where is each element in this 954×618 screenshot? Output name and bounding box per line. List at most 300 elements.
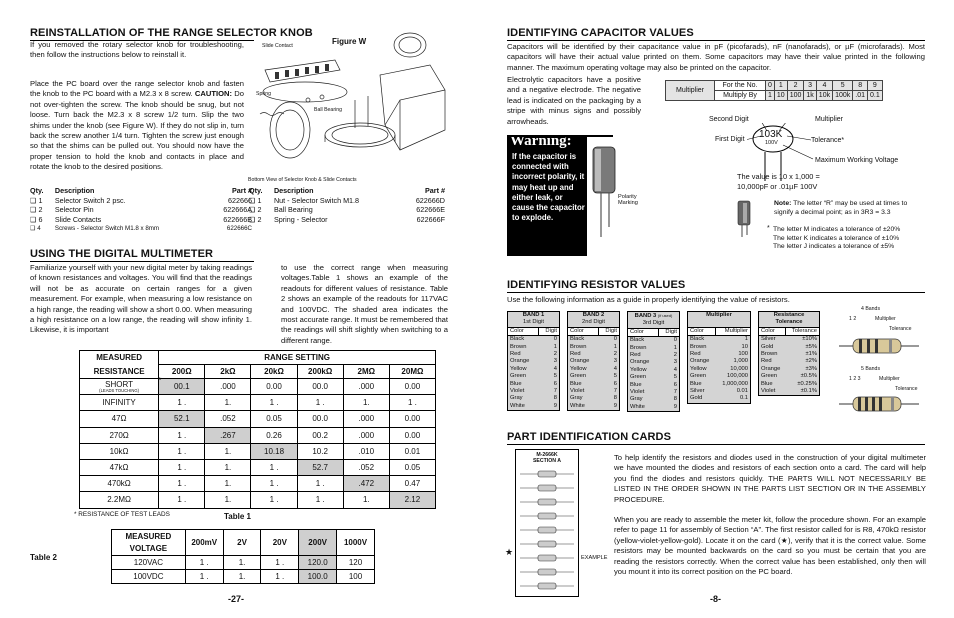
cell-value: 1 . (159, 476, 205, 492)
capacitor-voltage: 100V (765, 140, 778, 146)
cell-value: 0.05 (389, 459, 435, 475)
cell-value: 0.00 (389, 411, 435, 427)
capacitor-multiplier-table (665, 80, 883, 101)
color-name: Orange (628, 359, 659, 366)
color-value: 8 (538, 395, 559, 402)
band2-color-table (567, 311, 620, 411)
range-header: 200Ω (159, 365, 205, 379)
table-row (80, 411, 436, 427)
cell-value: 0.26 (251, 427, 297, 443)
color-row (688, 358, 751, 365)
cell-value: 1. (205, 443, 251, 459)
cell-value: .267 (205, 427, 251, 443)
color-name: Brown (688, 344, 716, 351)
range-header: 20V (261, 530, 299, 556)
color-name: Black (568, 336, 599, 344)
color-name: Orange (688, 358, 716, 365)
mult-no: 5 (833, 81, 853, 91)
color-value: 0.1 (715, 395, 750, 403)
color-row (508, 358, 560, 365)
row-label: 100VDC (112, 570, 186, 584)
cell-value: 1 . (251, 459, 297, 475)
fig-label-slide-contact: Slide Contact (262, 43, 293, 49)
color-name: Green (508, 373, 539, 380)
color-value: 2 (598, 351, 619, 358)
mult-no: 8 (853, 81, 868, 91)
color-value: ±5% (785, 344, 819, 351)
range-header: 200V (299, 530, 337, 556)
table-row (80, 459, 436, 475)
color-value: 1,000 (715, 358, 750, 365)
four-bands-label: 4 Bands (861, 306, 881, 312)
cell-value: .000 (205, 379, 251, 395)
mult-no: 1 (774, 81, 787, 91)
card-resistors-drawing (516, 466, 578, 594)
color-name: Orange (508, 358, 539, 365)
color-row (688, 366, 751, 373)
color-name: Violet (759, 388, 786, 396)
tolerance-star: * (767, 225, 770, 232)
tolerance-pointer-label: Tolerance (895, 386, 918, 392)
capacitor-note: Note: The letter “R” may be used at times to signify a decimal point; as in 3R3 = 3.3 (774, 200, 908, 216)
header-resistance: RESISTANCE (80, 365, 159, 379)
color-row (568, 403, 620, 411)
color-row (508, 351, 560, 358)
color-row (759, 351, 820, 358)
mult-no: 3 (804, 81, 816, 91)
mult-val: 100 (787, 91, 804, 101)
color-row (508, 366, 560, 373)
mult-val: 1 (766, 91, 775, 101)
color-row (568, 366, 620, 373)
cell-value: 0.05 (251, 411, 297, 427)
cell-value: .000 (343, 411, 389, 427)
color-name: Yellow (508, 366, 539, 373)
cell-value: .010 (343, 443, 389, 459)
color-value: ±0.1% (785, 388, 819, 396)
cell-value: 1 . (251, 492, 297, 508)
color-name: Violet (508, 388, 539, 395)
color-name: Brown (759, 351, 786, 358)
cell-value: 1. (205, 476, 251, 492)
second-digit-label: Second Digit (709, 116, 749, 123)
cell-value: 0.01 (389, 443, 435, 459)
color-name: Black (628, 337, 659, 345)
row-label: 10kΩ (80, 443, 159, 459)
color-row (688, 344, 751, 351)
warning-title: Warning: (510, 133, 572, 149)
color-row (759, 381, 820, 388)
color-value: 6 (598, 381, 619, 388)
color-name: Gray (568, 395, 599, 402)
header-voltage: VOLTAGE (112, 543, 186, 556)
color-value: 9 (598, 403, 619, 411)
range-header: 2V (223, 530, 261, 556)
cell-value: 1. (223, 570, 261, 584)
color-row (568, 351, 620, 358)
multiplier-label-2: Multiplier (815, 116, 844, 123)
header-color: Color (759, 327, 786, 335)
mult-val: 1k (804, 91, 816, 101)
color-row (508, 403, 560, 411)
color-row (628, 352, 680, 359)
color-name: Violet (628, 389, 659, 396)
table-row (80, 492, 436, 508)
color-name: Blue (688, 381, 716, 388)
parts-row: ❑ 4 Screws - Selector Switch M1.8 x 8mm 622666C (30, 225, 252, 232)
table-row (80, 443, 436, 459)
header-color: Color (688, 327, 716, 335)
color-row (628, 382, 680, 389)
cell-value: 1. (223, 556, 261, 570)
color-value: 8 (658, 396, 679, 403)
color-name: Gold (688, 395, 716, 403)
header-color: Color (628, 328, 659, 336)
color-name: Silver (759, 336, 786, 344)
mult-no: 0 (766, 81, 775, 91)
cell-value: 1 . (159, 395, 205, 411)
band-title: Resistance (759, 312, 820, 320)
for-the-no-label: For the No. (715, 81, 766, 91)
cell-value: 1. (205, 492, 251, 508)
warning-box (507, 135, 587, 256)
color-row (568, 388, 620, 395)
cell-value: 100 (337, 570, 375, 584)
band-subtitle: 3rd Digit (628, 320, 680, 328)
color-name: Blue (759, 381, 786, 388)
color-name: Brown (568, 344, 599, 351)
header-qty: Qty. (249, 186, 263, 195)
color-value: 2 (538, 351, 559, 358)
color-value: ±2% (785, 358, 819, 365)
color-value: 1,000,000 (715, 381, 750, 388)
table-row (80, 427, 436, 443)
color-name: White (568, 403, 599, 411)
header-measured: MEASURED (112, 530, 186, 543)
color-value: 4 (658, 367, 679, 374)
cell-value: * 00.1 (159, 379, 205, 395)
capacitor-value-text: The value is 10 x 1,000 = 10,000pF or .01µF 100V (737, 172, 820, 192)
cell-value: 1 . (297, 492, 343, 508)
band-subtitle: 2nd Digit (568, 319, 620, 327)
five-band-resistor-icon (839, 392, 919, 416)
tolerance-notes (773, 226, 928, 252)
multiplier-label: Multiplier (666, 81, 715, 101)
cell-value: 1 . (297, 395, 343, 411)
color-name: White (628, 404, 659, 412)
table-1-footnote: * RESISTANCE OF TEST LEADS (74, 511, 170, 518)
figure-title: Figure W (332, 37, 367, 46)
band-subtitle: Tolerance (759, 319, 820, 327)
band-numbers-12: 1 2 (849, 316, 857, 322)
color-value: 6 (658, 382, 679, 389)
color-row (759, 336, 820, 344)
cell-value: 00.0 (297, 411, 343, 427)
color-name: Blue (628, 382, 659, 389)
mult-val: 10k (816, 91, 832, 101)
cell-value: .000 (343, 427, 389, 443)
band-title: Multiplier (688, 312, 751, 320)
divider (507, 40, 925, 41)
range-header: 2kΩ (205, 365, 251, 379)
color-value: 10 (715, 344, 750, 351)
cell-value: 1 . (251, 395, 297, 411)
tol-color-table (758, 311, 820, 396)
cell-value: 1 . (159, 427, 205, 443)
color-row (508, 388, 560, 395)
mult-no: 9 (868, 81, 883, 91)
footnote-star: * (158, 376, 162, 385)
card-section: SECTION A (532, 458, 562, 464)
parts-row: ❑ 1 Selector Switch 2 psc. 622666 (30, 195, 252, 205)
color-name: Red (568, 351, 599, 358)
color-name: Blue (508, 381, 539, 388)
right-page (477, 0, 954, 618)
fig-caption: Bottom View of Selector Knob & Slide Contacts (248, 177, 357, 183)
first-digit-label: First Digit (715, 136, 745, 143)
tolerance-line-j: The letter J indicates a tolerance of ±5% (773, 243, 895, 251)
cell-value: 0.00 (251, 379, 297, 395)
tolerance-label: Tolerance* (811, 137, 845, 144)
color-name: Silver (688, 388, 716, 395)
band3-color-table (627, 311, 680, 412)
color-value: 100,000 (715, 373, 750, 380)
color-name: Yellow (688, 366, 716, 373)
range-header: 200mV (185, 530, 223, 556)
resistor-intro: Use the following information as a guide in properly identifying the value of resistors. (507, 295, 790, 304)
color-name: Brown (628, 345, 659, 352)
multimeter-col2: to use the correct range when measuring voltages.Table 1 shows an example of the readouts for different values of resistance. Table 2 shows an example of the readouts for 117VAC and 100VDC. The shaded area indicates the most accurate range. It must be remembered that the readings will shift slightly when switching to a different range. (281, 263, 448, 345)
color-name: Gray (508, 395, 539, 402)
mult-val: .01 (853, 91, 868, 101)
header-qty: Qty. (30, 186, 44, 195)
star-icon: ★ (505, 547, 514, 557)
page-number: -27- (228, 594, 245, 604)
color-name: Orange (568, 358, 599, 365)
max-voltage-label: Maximum Working Voltage (815, 157, 899, 164)
header-value: Digit (538, 327, 559, 335)
color-value: 3 (538, 358, 559, 365)
mult-val: 100k (833, 91, 853, 101)
row-label: 270Ω (80, 427, 159, 443)
color-row (688, 336, 751, 344)
table-row (80, 476, 436, 492)
fig-label-ball-bearing: Ball Bearing (314, 107, 342, 113)
color-name: Green (759, 373, 786, 380)
color-value: 5 (658, 374, 679, 381)
cell-value: 00.2 (297, 427, 343, 443)
polarity-marking-label: Polarity Marking (618, 194, 638, 207)
table-2-voltage (111, 529, 375, 584)
header-measured: MEASURED (80, 351, 159, 365)
color-name: Green (568, 373, 599, 380)
cell-value: 2.12 (389, 492, 435, 508)
four-band-resistor-icon (839, 334, 919, 358)
range-header: 20MΩ (389, 365, 435, 379)
table-1-caption: Table 1 (224, 512, 251, 521)
color-name: Green (628, 374, 659, 381)
color-name: Green (688, 373, 716, 380)
color-value: ±1% (785, 351, 819, 358)
mult-no: 4 (816, 81, 832, 91)
cell-value: 10.2 (297, 443, 343, 459)
cell-value: 1 . (251, 476, 297, 492)
cell-value: 1 . (261, 556, 299, 570)
band-numbers-123: 1 2 3 (849, 376, 861, 382)
color-value: 5 (538, 373, 559, 380)
cell-value: 1 . (185, 570, 223, 584)
figure-w (250, 30, 450, 185)
color-name: Red (759, 358, 786, 365)
color-value: ±3% (785, 366, 819, 373)
color-name: Yellow (628, 367, 659, 374)
part-card-image (515, 449, 579, 597)
row-label: 120VAC (112, 556, 186, 570)
color-value: 7 (538, 388, 559, 395)
cell-value: 1 . (159, 443, 205, 459)
color-value: 1 (715, 336, 750, 344)
color-row (568, 336, 620, 344)
example-label: EXAMPLE (581, 555, 608, 561)
cell-value: 10.18 (251, 443, 297, 459)
color-name: Black (688, 336, 716, 344)
fig-label-spring: Spring (256, 91, 271, 97)
table-row (112, 556, 375, 570)
cell-value: 1. (205, 395, 251, 411)
parts-list-right (247, 186, 447, 224)
table-row (80, 395, 436, 411)
band-title: BAND 1 (508, 312, 560, 320)
table-2-caption: Table 2 (30, 553, 57, 562)
table-row (112, 570, 375, 584)
color-value: 0.01 (715, 388, 750, 395)
color-value: 4 (538, 366, 559, 373)
color-value: ±10% (785, 336, 819, 344)
divider (507, 444, 925, 445)
color-row (688, 388, 751, 395)
capacitor-intro: Capacitors will be identified by their capacitance value in pF (picofarads), nF (nanofarads), or µF (microfarads). Most capacitors will have their actual value printed on them. Some capacitors may have their value printed in the following manner. The maximum operating voltage may also be printed on the capacitor. (507, 42, 925, 72)
color-value: 7 (598, 388, 619, 395)
color-value: 4 (598, 366, 619, 373)
parts-row: ❑ 2 Spring - Selector 622666F (249, 214, 445, 224)
color-row (628, 374, 680, 381)
cell-value: 1 . (185, 556, 223, 570)
warning-rule (507, 135, 613, 137)
cards-title: PART IDENTIFICATION CARDS (507, 431, 672, 443)
range-header: 20kΩ (251, 365, 297, 379)
color-name: Gold (759, 344, 786, 351)
cell-value: 1. (205, 459, 251, 475)
color-value: 8 (598, 395, 619, 402)
color-row (688, 381, 751, 388)
five-bands-label: 5 Bands (861, 366, 881, 372)
cell-value: 1 . (261, 570, 299, 584)
color-value: 10,000 (715, 366, 750, 373)
color-value: 0 (658, 337, 679, 345)
color-value: 9 (658, 404, 679, 412)
color-row (628, 359, 680, 366)
header-description: Description (273, 186, 314, 195)
tolerance-line-k: The letter K indicates a tolerance of ±10% (773, 234, 900, 242)
color-value: 6 (538, 381, 559, 388)
tolerance-pointer-label: Tolerance (889, 326, 912, 332)
color-row (759, 373, 820, 380)
row-label: 47Ω (80, 411, 159, 427)
cell-value: 120.0 (299, 556, 337, 570)
parts-list-left (28, 186, 254, 234)
cell-value: 52.1 (159, 411, 205, 427)
page-number: -8- (710, 594, 721, 604)
header-part: Part # (232, 186, 252, 195)
mult-val: 0.1 (868, 91, 883, 101)
header-value: Digit (598, 327, 619, 335)
band-subtitle (688, 319, 751, 327)
mult-no: 2 (787, 81, 804, 91)
cell-value: .052 (343, 459, 389, 475)
color-row (508, 395, 560, 402)
color-name: White (508, 403, 539, 411)
header-value: Tolerance (785, 327, 819, 335)
cell-value: 0.00 (389, 427, 435, 443)
color-row (759, 366, 820, 373)
header-value: Digit (658, 328, 679, 336)
cell-value: 52.7 (297, 459, 343, 475)
capacitor-title: IDENTIFYING CAPACITOR VALUES (507, 27, 694, 39)
color-value: 2 (658, 352, 679, 359)
header-range-setting: RANGE SETTING (159, 351, 436, 365)
color-name: Red (508, 351, 539, 358)
table-1-resistance (79, 350, 436, 509)
color-value: 5 (598, 373, 619, 380)
color-row (568, 344, 620, 351)
cell-value: 100.0 (299, 570, 337, 584)
color-value: 0 (538, 336, 559, 344)
row-label: 47kΩ (80, 459, 159, 475)
cell-value: 1. (343, 492, 389, 508)
color-value: ±0.5% (785, 373, 819, 380)
color-name: Red (688, 351, 716, 358)
color-row (508, 381, 560, 388)
header-description: Description (54, 186, 95, 195)
color-row (568, 395, 620, 402)
multiply-by-label: Multiply By (715, 91, 766, 101)
mult-val: 10 (774, 91, 787, 101)
parts-row: ❑ 2 Ball Bearing 622666E (249, 205, 445, 214)
reinstall-steps: Place the PC board over the range selector knob and fasten the knob to the PC board with a M2.3 x 8 screw. CAUTION: Do not over-tighten the screw. The knob should be snug, but not loose. Turn back the M2.3 x 8 screw 1/2 turn. Slip the two shims under the knob (see Figure W). If they do not slip in, turn back the screw another 1/4 turn. Tighten the screw just enough so that the shims can be pulled out. You should now have the proper tension to hold the knob and contacts in place and rotate the knob to the desired positions. (30, 79, 244, 172)
header-value: Multiplier (715, 327, 750, 335)
small-capacitor-icon (737, 200, 753, 238)
color-name: Brown (508, 344, 539, 351)
range-header: 2MΩ (343, 365, 389, 379)
warning-text: If the capacitor is connected with incorrect polarity, it may heat up and either leak, or cause the capacitor to explode. (512, 152, 585, 223)
cell-value: 120 (337, 556, 375, 570)
color-row (568, 358, 620, 365)
reinstall-intro: If you removed the rotary selector knob for troubleshooting, then follow the instructions below to reinstall it. (30, 40, 244, 60)
multiplier-pointer-label: Multiplier (875, 316, 896, 322)
cell-value: 00.0 (297, 379, 343, 395)
color-row (688, 351, 751, 358)
range-header: 200kΩ (297, 365, 343, 379)
color-value: 1 (658, 345, 679, 352)
color-row (688, 395, 751, 403)
color-name: Gray (628, 396, 659, 403)
color-value: 1 (538, 344, 559, 351)
electrolytic-text: Electrolytic capacitors have a positive and a negative electrode. The negative lead is indicated on the packaging by a stripe with minus signs and possibly arrowheads. (507, 75, 641, 126)
cell-value: .472 (343, 476, 389, 492)
color-name: Orange (759, 366, 786, 373)
row-label: 2.2MΩ (80, 492, 159, 508)
color-value: 7 (658, 389, 679, 396)
